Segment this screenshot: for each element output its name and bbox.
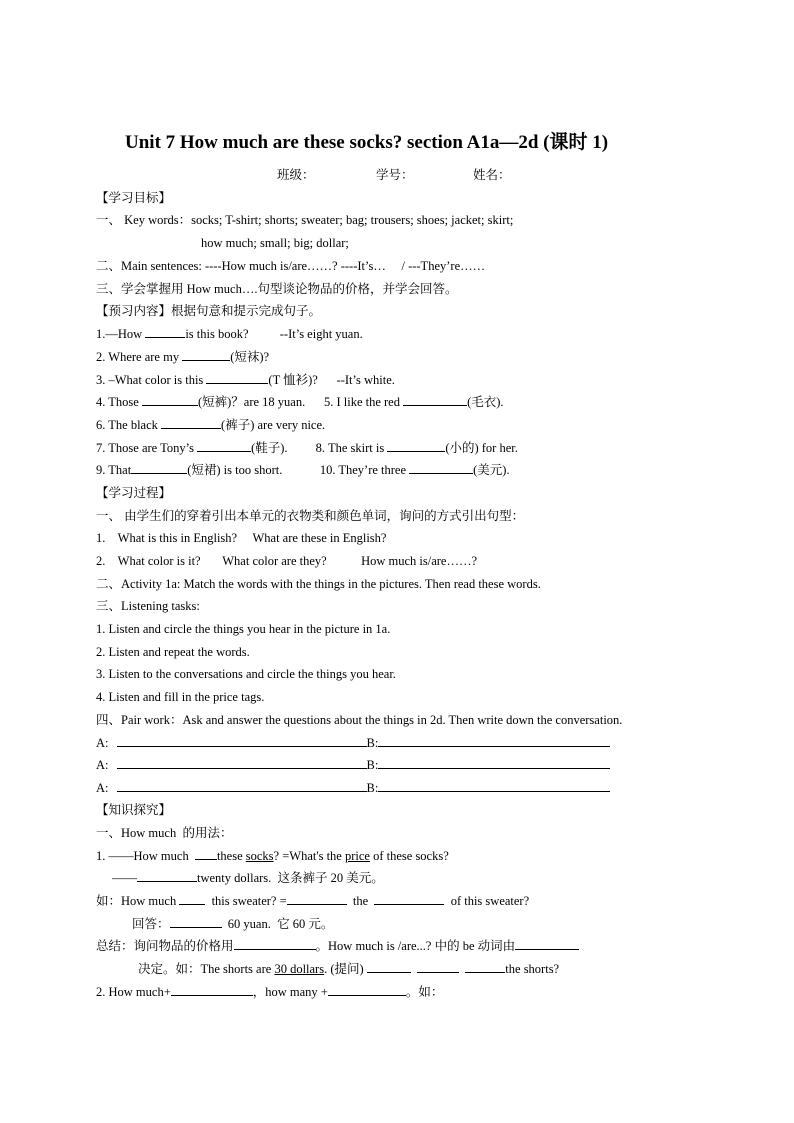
answer-blank[interactable] [234, 938, 316, 950]
answer-blank[interactable] [117, 757, 367, 769]
summary-line-1: 总结：询问物品的价格用 。How much is /are...? 中的 be 动词由 [96, 938, 579, 954]
section-heading-goals: 【学习目标】 [96, 191, 172, 205]
answer-blank[interactable] [117, 780, 367, 792]
preview-q7-q8: 7. Those are Tony’s (鞋子). 8. The skirt is (小的) for her. [96, 441, 518, 455]
preview-q9-q10: 9. That (短裙) is too short. 10. They’re three (美元). [96, 463, 510, 477]
process-step-4: 四、Pair work：Ask and answer the questions about the things in 2d. Then write down the conversation. [96, 713, 623, 727]
answer-blank[interactable] [197, 440, 251, 452]
answer-blank[interactable] [403, 394, 467, 406]
example-1-answer: —— twenty dollars. 这条裤子 20 美元。 [112, 871, 384, 885]
name-label: 姓名： [473, 168, 511, 182]
answer-blank[interactable] [378, 780, 610, 792]
answer-blank[interactable] [328, 984, 406, 996]
preview-q2: 2. Where are my (短袜)? [96, 350, 270, 364]
preview-q6: 6. The black (裤子) are very nice. [96, 418, 326, 432]
listening-task-2: 2. Listen and repeat the words. [96, 645, 250, 659]
goal-key-words-cont: how much; small; big; dollar; [201, 236, 349, 250]
answer-blank[interactable] [170, 916, 222, 928]
answer-blank[interactable] [161, 417, 221, 429]
answer-blank[interactable] [145, 326, 185, 338]
answer-blank[interactable] [378, 735, 610, 747]
answer-blank[interactable] [182, 349, 230, 361]
listening-task-4: 4. Listen and fill in the price tags. [96, 690, 265, 704]
answer-blank[interactable] [117, 735, 367, 747]
process-step-1-line-2: 2. What color is it? What color are they? How much is/are……? [96, 554, 478, 568]
how-much-usage: 一、How much 的用法： [96, 826, 233, 840]
student-number-label: 学号： [376, 168, 414, 182]
example-2: 如：How much this sweater? = the of this sweater? [96, 894, 530, 908]
answer-blank[interactable] [137, 870, 197, 882]
answer-blank[interactable] [465, 961, 505, 973]
answer-blank[interactable] [179, 893, 205, 905]
process-step-2: 二、Activity 1a: Match the words with the things in the pictures. Then read these words. [96, 577, 541, 591]
how-much-vs-how-many: 2. How much+ ，how many + 。如： [96, 985, 444, 999]
class-label: 班级： [277, 168, 315, 182]
answer-blank[interactable] [409, 462, 473, 474]
goal-how-much: 三、学会掌握用 How much….句型谈论物品的价格，并学会回答。 [96, 282, 458, 296]
preview-q3: 3. –What color is this (T 恤衫)? --It’s white. [96, 373, 395, 387]
preview-q1: 1.—How is this book? --It’s eight yuan. [96, 327, 363, 341]
example-2-answer: 回答： 60 yuan. 它 60 元。 [132, 917, 334, 931]
answer-blank[interactable] [131, 462, 187, 474]
answer-blank[interactable] [206, 372, 268, 384]
conversation-row: A: B: [96, 757, 610, 773]
listening-task-3: 3. Listen to the conversations and circle the things you hear. [96, 667, 396, 681]
section-heading-explore: 【知识探究】 [96, 803, 172, 817]
answer-blank[interactable] [387, 440, 445, 452]
section-heading-process: 【学习过程】 [96, 486, 172, 500]
process-step-1-line-1: 1. What is this in English? What are these in English? [96, 531, 387, 545]
answer-blank[interactable] [367, 961, 411, 973]
answer-blank[interactable] [417, 961, 459, 973]
page-title: Unit 7 How much are these socks? section A1a—2d (课时 1) [125, 132, 609, 153]
conversation-row: A: B: [96, 780, 610, 796]
answer-blank[interactable] [195, 848, 217, 860]
listening-task-1: 1. Listen and circle the things you hear in the picture in 1a. [96, 622, 391, 636]
example-1: 1. ——How much these socks? =What's the price of these socks? [96, 849, 449, 863]
answer-blank[interactable] [142, 394, 198, 406]
answer-blank[interactable] [287, 893, 347, 905]
conversation-row: A: B: [96, 735, 610, 751]
process-step-1: 一、 由学生们的穿着引出本单元的衣物类和颜色单词，询问的方式引出句型： [96, 509, 525, 523]
goal-key-words: 一、 Key words：socks; T-shirt; shorts; sweater; bag; trousers; shoes; jacket; skirt; [96, 213, 514, 227]
answer-blank[interactable] [378, 757, 610, 769]
answer-blank[interactable] [374, 893, 444, 905]
preview-q4-q5: 4. Those (短裤)？are 18 yuan. 5. I like the red (毛衣). [96, 395, 504, 409]
goal-main-sentences: 二、Main sentences: ----How much is/are……? ----It’s… / ---They’re…… [96, 259, 486, 273]
answer-blank[interactable] [515, 938, 579, 950]
answer-blank[interactable] [171, 984, 253, 996]
process-step-3: 三、Listening tasks: [96, 599, 200, 613]
summary-line-2: 决定。如：The shorts are 30 dollars. (提问) the shorts? [138, 962, 560, 976]
section-heading-preview: 【预习内容】根据句意和提示完成句子。 [96, 304, 322, 318]
